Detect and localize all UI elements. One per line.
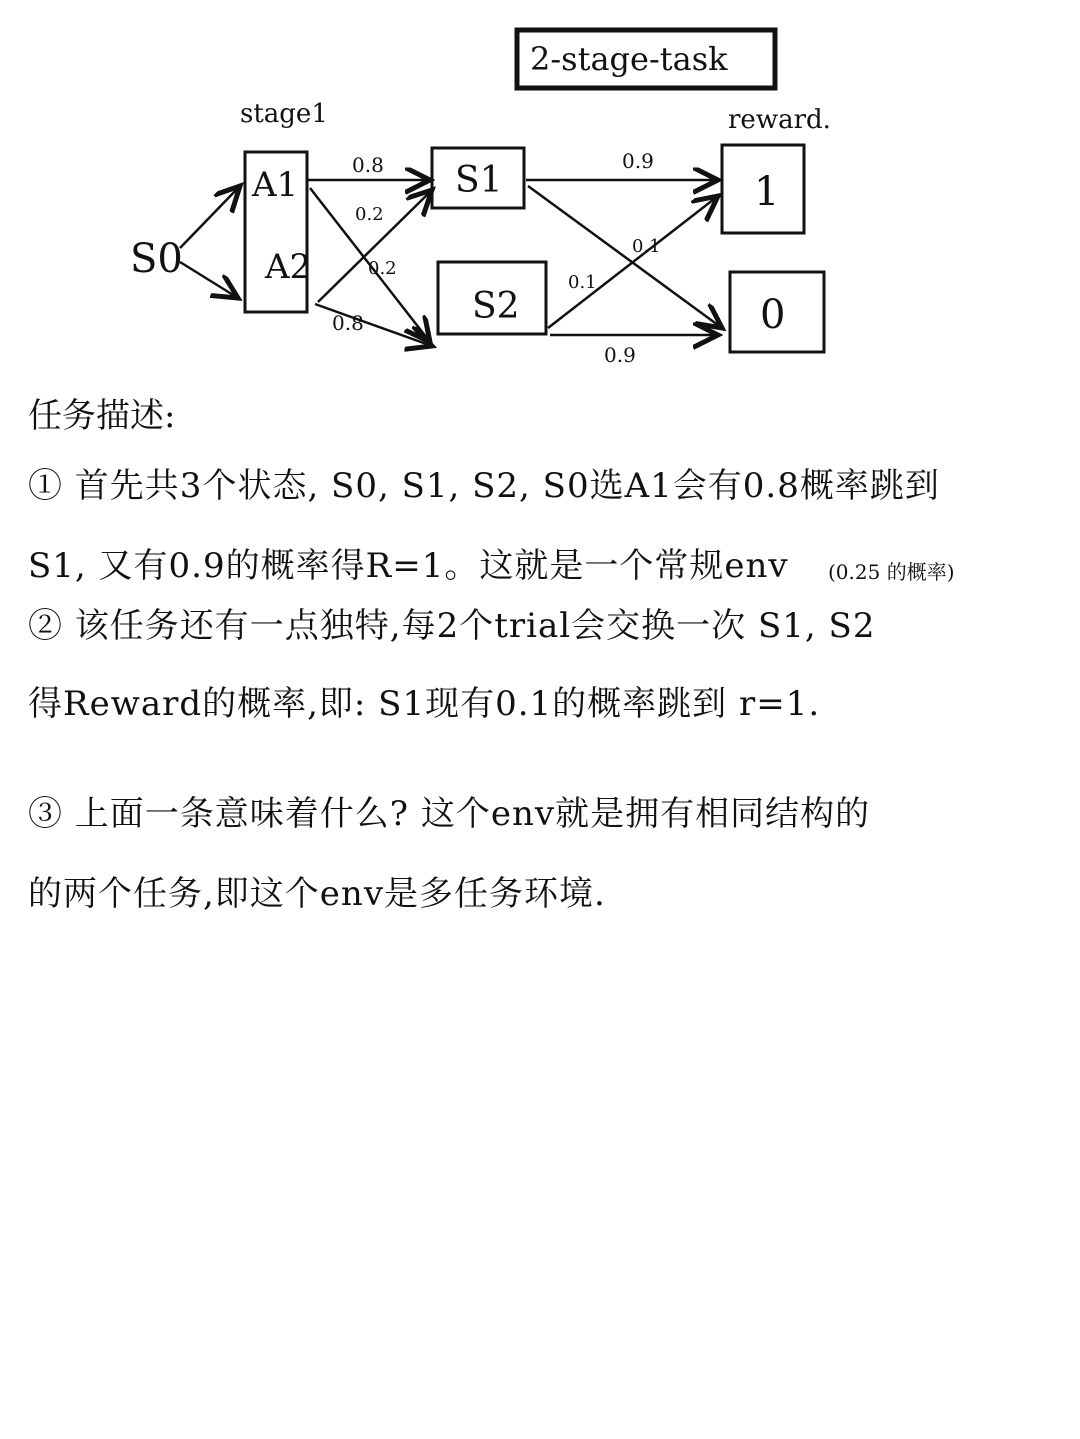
edge-s1-r0 <box>528 186 722 328</box>
probability-side-note: (0.25 的概率) <box>828 560 955 584</box>
edge-s0-a1 <box>180 186 240 248</box>
note-line-4: 得Reward的概率,即: S1现有0.1的概率跳到 r=1. <box>28 684 821 724</box>
edge-label-a1-s1: 0.8 <box>352 153 384 177</box>
action-a1-label: A1 <box>252 165 299 205</box>
action-a2-label: A2 <box>265 247 312 287</box>
start-state-label: S0 <box>130 236 183 282</box>
note-line-3: ② 该任务还有一点独特,每2个trial会交换一次 S1, S2 <box>28 606 876 646</box>
note-line-5: ③ 上面一条意味着什么? 这个env就是拥有相同结构的 <box>28 794 871 834</box>
state-s2-label: S2 <box>472 286 520 327</box>
edge-label-s2-r0: 0.9 <box>604 343 636 367</box>
edge-label-s1-r1: 0.9 <box>622 149 654 173</box>
edge-label-s2-r1: 0.1 <box>568 272 597 293</box>
two-stage-task-diagram <box>0 0 1080 400</box>
note-line-1: ① 首先共3个状态, S0, S1, S2, S0选A1会有0.8概率跳到 <box>28 466 940 506</box>
edge-label-s1-r0: 0.1 <box>632 236 661 257</box>
state-s1-label: S1 <box>455 160 503 201</box>
reward-0-label: 0 <box>760 292 786 338</box>
edge-label-a1-s2: 0.2 <box>368 258 397 279</box>
reward-1-label: 1 <box>754 169 780 215</box>
note-line-6: 的两个任务,即这个env是多任务环境. <box>28 874 606 914</box>
note-line-2: S1, 又有0.9的概率得R=1。这就是一个常规env <box>28 546 789 586</box>
notes-heading: 任务描述: <box>28 396 176 436</box>
stage-label: stage1 <box>240 99 328 129</box>
edge-label-a2-s2: 0.8 <box>332 311 364 335</box>
reward-label: reward. <box>728 105 831 135</box>
diagram-title: 2-stage-task <box>530 40 728 78</box>
edge-s0-a2 <box>180 262 238 298</box>
edge-label-a2-s1: 0.2 <box>355 204 384 225</box>
